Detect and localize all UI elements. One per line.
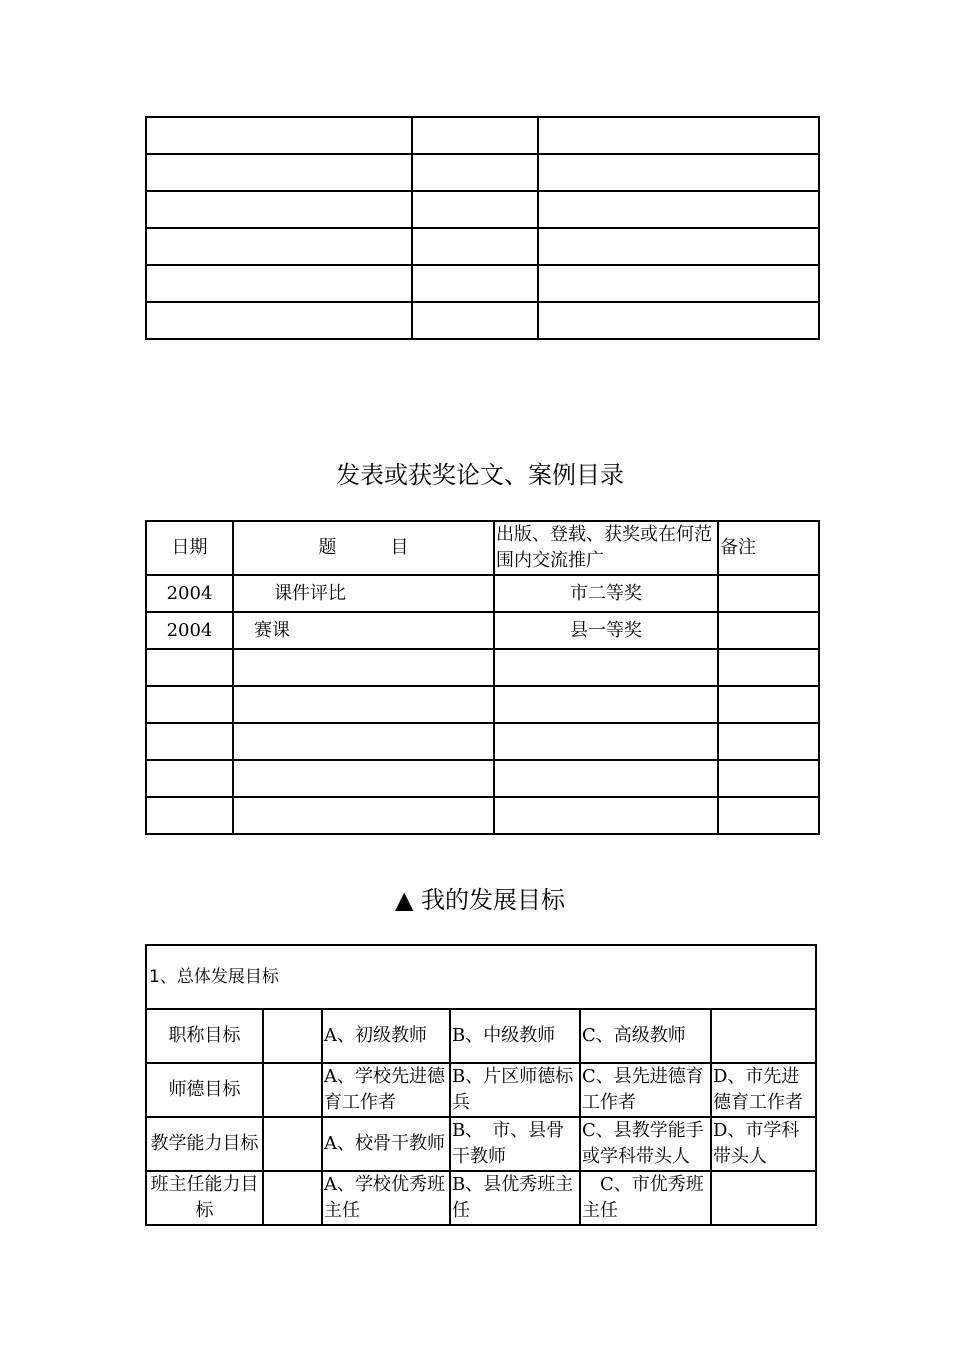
goal-option: B、 市、县骨干教师	[450, 1117, 580, 1171]
table-row	[146, 760, 819, 797]
awards-table	[145, 520, 820, 835]
cell-notes	[718, 612, 819, 649]
goal-option: D、市学科带头人	[711, 1117, 816, 1171]
cell-date: 2004	[146, 612, 233, 649]
goal-option: A、校骨干教师	[322, 1117, 450, 1171]
cell-topic: 赛课	[233, 612, 494, 649]
goals-section-title: ▲ 我的发展目标	[394, 886, 566, 914]
table-row	[146, 1117, 816, 1171]
cell-award: 市二等奖	[494, 575, 718, 612]
goal-label: 班主任能力目标	[146, 1171, 263, 1225]
goal-option: C、县教学能手或学科带头人	[580, 1117, 711, 1171]
development-goals-table	[145, 944, 817, 1226]
blank-record-table	[145, 116, 820, 340]
cell-date: 2004	[146, 575, 233, 612]
table-row	[146, 191, 819, 228]
goal-option: A、学校先进德育工作者	[322, 1063, 450, 1117]
goal-option: D、市先进德育工作者	[711, 1063, 816, 1117]
table-row	[146, 575, 819, 612]
goal-blank	[263, 1009, 322, 1063]
goal-option: A、初级教师	[322, 1009, 450, 1063]
goal-blank	[263, 1063, 322, 1117]
cell-topic: 课件评比	[233, 575, 494, 612]
header-notes: 备注	[718, 521, 819, 575]
table-row	[146, 686, 819, 723]
table-row	[146, 228, 819, 265]
table-row	[146, 1171, 816, 1225]
goal-option	[711, 1171, 816, 1225]
goal-option: B、中级教师	[450, 1009, 580, 1063]
goal-option: C、县先进德育工作者	[580, 1063, 711, 1117]
table-row	[146, 649, 819, 686]
goal-option: B、县优秀班主任	[450, 1171, 580, 1225]
goal-option	[711, 1009, 816, 1063]
header-topic: 题 目	[233, 521, 494, 575]
goal-option: C、市优秀班主任	[580, 1171, 711, 1225]
table-row	[146, 723, 819, 760]
table-row	[146, 1009, 816, 1063]
overall-goal-row	[146, 945, 816, 1009]
goal-option: C、高级教师	[580, 1009, 711, 1063]
overall-goal-label: 1、总体发展目标	[146, 945, 816, 1009]
table-row	[146, 302, 819, 339]
cell-award: 县一等奖	[494, 612, 718, 649]
goal-blank	[263, 1117, 322, 1171]
table-row	[146, 612, 819, 649]
table-row	[146, 117, 819, 154]
table-row	[146, 797, 819, 834]
header-date: 日期	[146, 521, 233, 575]
table-row	[146, 265, 819, 302]
goal-blank	[263, 1171, 322, 1225]
goal-label: 职称目标	[146, 1009, 263, 1063]
goal-label: 师德目标	[146, 1063, 263, 1117]
header-publication: 出版、登载、获奖或在何范围内交流推广	[494, 521, 718, 575]
awards-section-title: 发表或获奖论文、案例目录	[336, 461, 624, 489]
goal-option: A、学校优秀班主任	[322, 1171, 450, 1225]
goal-option: B、片区师德标兵	[450, 1063, 580, 1117]
cell-notes	[718, 575, 819, 612]
table-row	[146, 1063, 816, 1117]
goal-label: 教学能力目标	[146, 1117, 263, 1171]
table-row	[146, 154, 819, 191]
table-header-row	[146, 521, 819, 575]
